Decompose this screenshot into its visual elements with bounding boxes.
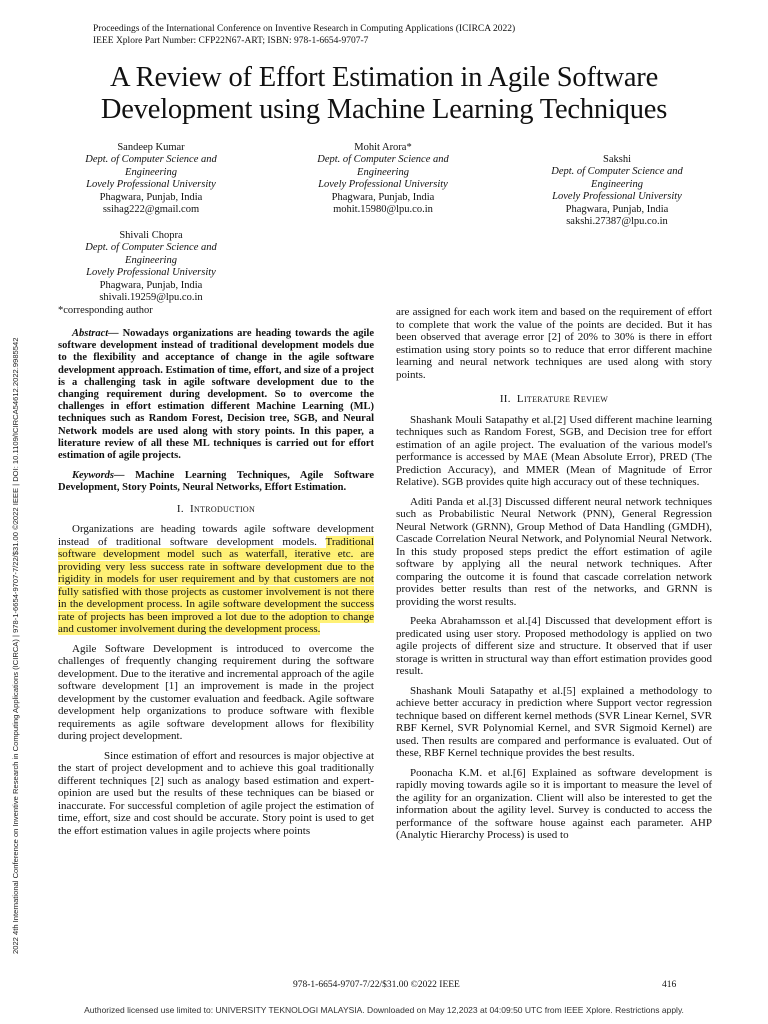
side-doi-strip: 2022 4th International Conference on Inventive Research in Computing Applications (ICIRCA) | 978-1-6654-9707-7/22/$31.00 ©2022 IEEE | DOI: 10.1109/ICIRCA54612.2022.9985542 xyxy=(11,337,20,954)
author-email: ssihag222@gmail.com xyxy=(102,204,200,216)
right-column xyxy=(396,306,712,849)
author-dept: Engineering xyxy=(591,178,643,190)
author-name: Mohit Arora* xyxy=(354,142,412,153)
author-email: sakshi.27387@lpu.co.in xyxy=(566,216,668,228)
author-block-2 xyxy=(288,142,478,216)
author-university: Lovely Professional University xyxy=(86,179,216,191)
author-block-3 xyxy=(522,154,712,228)
author-dept: Dept. of Computer Science and xyxy=(317,154,449,166)
review-paragraph-2: Aditi Panda et al.[3] Discussed different neural network techniques such as Probabilistic Neural Network (PNN), General Regression Neural Network (GRNN), Group Method of Data Handling (GMDH), Cascade Correlation Neural Network, and Polynomial Neural Network. In this study proposed steps predict the effort estimation of agile software by applying all the neural network techniques. After comparing the outcome it is found that cascade correlation network provides better results than rest of the networks, and GRNN is providing the worst results. xyxy=(396,495,712,608)
license-notice: Authorized licensed use limited to: UNIVERSITY TEKNOLOGI MALAYSIA. Downloaded on May 12,2023 at 04:09:50 UTC from IEEE Xplore. Restrictions apply. xyxy=(84,1005,684,1015)
author-email: mohit.15980@lpu.co.in xyxy=(333,204,433,216)
review-paragraph-3: Peeka Abrahamsson et al.[4] Discussed that development effort is predicated using user story. Proposed methodology is applied on two agile projects of different size and structure. It observed that if user storage is written in structural way than effort estimation provides good result. xyxy=(396,615,712,677)
continued-paragraph: are assigned for each work item and based on the requirement of effort to complete that work the value of the points are decided. But it has been observed that average error [2] of 20% to 30% is there in effort estimation using story points so to reduce that error different machine learning and neural network techniques are used along with story points. xyxy=(396,306,712,381)
paper-title xyxy=(40,62,728,126)
intro-paragraph-2: Agile Software Development is introduced to overcome the challenges of frequently changing requirement during the software development. Due to the iterative and incremental approach of the agile software development [1] an improvement is made in the project development by the customer evaluation and feedback. Agile software development help organizations to produce software with flexible requirements as agile software development allows for flexibility during project development. xyxy=(58,642,374,743)
author-block-4 xyxy=(56,230,246,304)
section-title: Literature Review xyxy=(516,393,609,405)
author-location: Phagwara, Punjab, India xyxy=(99,191,203,203)
author-dept: Dept. of Computer Science and xyxy=(551,166,683,178)
author-dept: Engineering xyxy=(125,254,177,266)
author-name: Sandeep Kumar xyxy=(117,142,185,153)
intro-paragraph-1 xyxy=(58,523,374,636)
author-location: Phagwara, Punjab, India xyxy=(565,203,669,215)
author-university: Lovely Professional University xyxy=(318,179,448,191)
intro-paragraph-3: Since estimation of effort and resources is major objective at the start of project development and to achieve this goal traditionally different techniques [2] such as analogy based estimation and expert-opinion are used but the results of these techniques can be biased or inaccurate. For successful completion of agile project the estimation of time, effort, size and cost should be accurate. Story point is used to get the effort estimation values in agile projects where points xyxy=(58,749,374,837)
author-name: Sakshi xyxy=(602,154,631,165)
author-dept: Engineering xyxy=(357,166,409,178)
keywords xyxy=(58,470,374,494)
corresponding-author-note: *corresponding author xyxy=(58,305,153,316)
title-line-2: Development using Machine Learning Techniques xyxy=(100,94,668,125)
keywords-text: Machine Learning Techniques, Agile Software Development, Story Points, Neural Networks, Effort Estimation. xyxy=(58,470,374,494)
page-number: 416 xyxy=(662,980,677,990)
left-column xyxy=(58,328,374,844)
author-location: Phagwara, Punjab, India xyxy=(99,279,203,291)
section-heading-introduction xyxy=(58,503,374,516)
section-title: Introduction xyxy=(190,502,256,515)
keywords-label: Keywords— xyxy=(72,470,125,482)
author-name: Shivali Chopra xyxy=(119,230,183,241)
author-university: Lovely Professional University xyxy=(552,191,682,203)
highlighted-text: Traditional software development model such as waterfall, iterative etc. are providing very less success rate in software development due to the rigidity in models for user requirement and by that customers are not fully satisfied with those projects as customer involvement is not there in the development process. In agile software development the success rate of projects has been improved a lot due to the adoption to change and customer involvement during the development process. xyxy=(58,535,374,636)
author-email: shivali.19259@lpu.co.in xyxy=(99,292,203,304)
section-heading-literature-review xyxy=(396,393,712,406)
review-paragraph-1: Shashank Mouli Satapathy et al.[2] Used different machine learning techniques such as Random Forest, SGB, and Decision tree for effort estimation of an agile project. The evaluation of the various model's performance is accessed by MAE (Mean Absolute Error), PRED (The Prediction Accuracy), and MMER (Mean of Magnitude of Error Relative). SGB provides quite high accuracy out of these techniques. xyxy=(396,413,712,488)
abstract-text: Nowadays organizations are heading towards the agile software development instead of traditional development models due to the flexibility and acceptance of change in the agile software development approach. Estimation of time, effort, and size of a project is a challenging task in agile software development due to the changing requirement during development. So to overcome the challenges in effort estimation different Machine Learning (ML) techniques such as Random Forest, Decision tree, SGB, and Neural Network models are used along with story points. In this paper, a literature review of all these ML techniques is carried out for effort estimation of agile projects. xyxy=(58,328,374,462)
abstract-label: Abstract— xyxy=(72,328,119,339)
title-line-1: A Review of Effort Estimation in Agile Software xyxy=(109,62,659,93)
section-number: I. xyxy=(176,502,184,515)
author-dept: Dept. of Computer Science and xyxy=(85,242,217,254)
intro-text: Organizations are heading towards agile software development instead of traditional software development models. xyxy=(58,523,374,548)
author-dept: Dept. of Computer Science and xyxy=(85,154,217,166)
review-paragraph-5: Poonacha K.M. et al.[6] Explained as software development is rapidly moving towards agile so it is important to measure the level of the agility for an organization. Client will also be interested to get the information about the agility level. Survey is conducted to access the performance of the software house against each parameter. AHP (Analytic Hierarchy Process) is used to xyxy=(396,766,712,841)
author-dept: Engineering xyxy=(125,166,177,178)
footer-copyright: 978-1-6654-9707-7/22/$31.00 ©2022 IEEE xyxy=(293,980,460,990)
author-university: Lovely Professional University xyxy=(86,267,216,279)
xplore-part-number: IEEE Xplore Part Number: CFP22N67-ART; ISBN: 978-1-6654-9707-7 xyxy=(93,36,369,46)
author-block-1 xyxy=(56,142,246,216)
author-location: Phagwara, Punjab, India xyxy=(331,191,435,203)
abstract xyxy=(58,328,374,462)
section-number: II. xyxy=(499,393,511,405)
conference-header: Proceedings of the International Conference on Inventive Research in Computing Applications (ICIRCA 2022) xyxy=(93,24,516,34)
review-paragraph-4: Shashank Mouli Satapathy et al.[5] explained a methodology to achieve better accuracy in prediction where Support vector regression technique based on different kernel methods (SVR Linear Kernel, SVR RBF Kernel, SVR Polynomial Kernel, and SVR Sigmoid Kernel) are used. Then results are compared and performance is evaluated. Out of these, RBF Kernel technique provides the best results. xyxy=(396,684,712,759)
